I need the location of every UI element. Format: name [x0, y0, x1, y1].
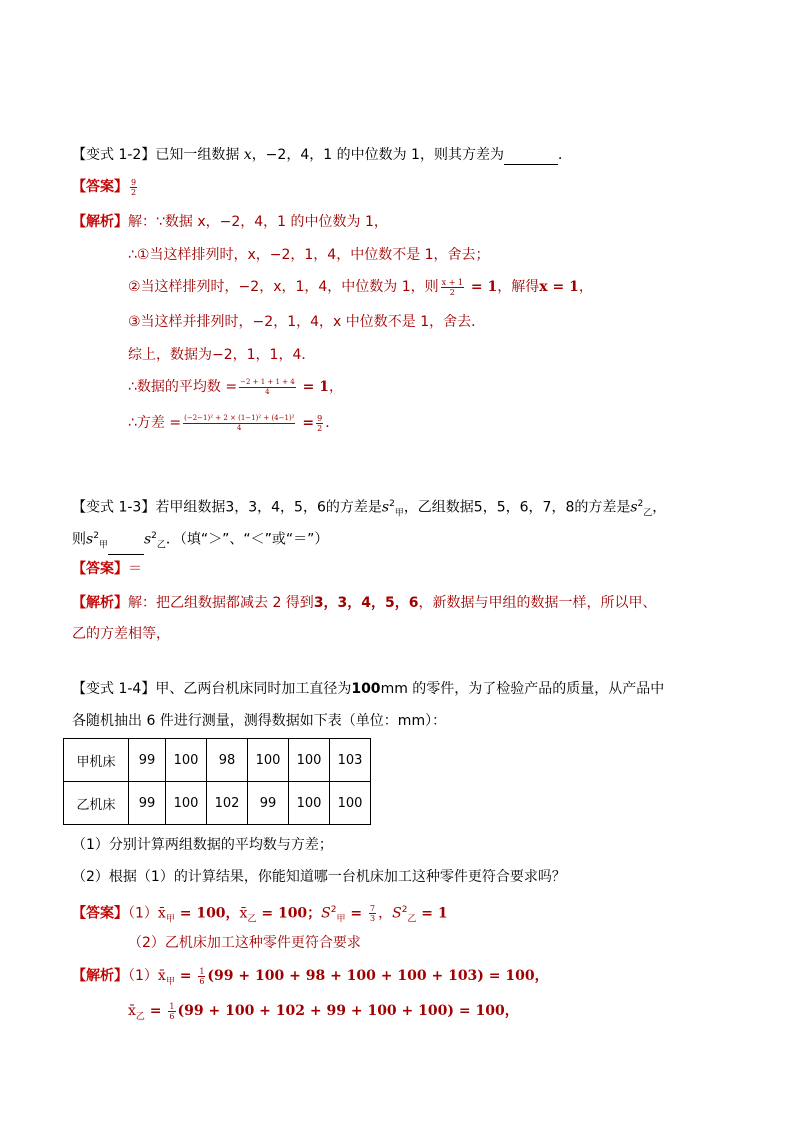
q14-part-1: （1）分别计算两组数据的平均数与方差；: [72, 837, 333, 853]
q13-tag: 【变式 1-3】: [72, 499, 156, 516]
answer-label: 【答案】: [72, 905, 128, 922]
q12-answer: [72, 177, 139, 197]
q14-question-line-2: 各随机抽出 6 件进行测量，测得数据如下表（单位：mm）：: [72, 713, 447, 729]
q14-answer-line-1: 【答案】$(1)x̄_甲 = 100$，$x̄_乙 = 100$；$S^2_甲$ = $\frac{7}{3}$ ，$S^2_乙 = 1$: [72, 904, 448, 925]
table-row: 乙机床 99 100 102 99 100 100: [64, 782, 371, 825]
q12-analysis-line-4: ③当这样并排列时，−2，1，4，x 中位数不是 1，舍去．: [128, 314, 486, 330]
q13-analysis-line-2: 乙的方差相等，: [72, 626, 170, 642]
answer-label: 【答案】: [72, 561, 128, 577]
q12-analysis-line-5: 综上，数据为−2，1，1，4．: [128, 347, 316, 363]
q12-analysis-line-6: ∴数据的平均数 = $\frac{-2 + 1 + 1 + 4}{4}$ = 1，: [128, 377, 343, 396]
q14-answer-line-2: （2）乙机床加工这种零件更符合要求: [128, 935, 361, 951]
q14-analysis-line-2: $x̄_乙$ = $\frac{1}{6}$ (99 + 100 + 102 + 99 + 100 + 100) = 100，: [128, 1001, 519, 1022]
analysis-label: 【解析】: [72, 214, 128, 230]
q14-analysis-line-1: 【解析】$(1)x̄_甲$ = $\frac{1}{6}$ (99 + 100 + 98 + 100 + 100 + 103) = 100，: [72, 966, 549, 987]
fraction: $\frac{1}{6}$: [169, 1001, 175, 1021]
q13-analysis-line-1: 【解析】解：把乙组数据都减去 2 得到3，3，4，5，6，新数据与甲组的数据一样，所以甲、: [72, 595, 657, 611]
q12-question: 【变式 1-2】已知一组数据 x，−2，4，1 的中位数为 1，则其方差为 ．: [72, 147, 572, 163]
q14-part-2: （2）根据（1）的计算结果，你能知道哪一台机床加工这种零件更符合要求吗？: [72, 869, 566, 885]
answer-blank: [504, 150, 558, 165]
q13-question-line-1: 【变式 1-3】若甲组数据3，3，4，5，6的方差是$s^2_甲$，乙组数据5，5，6，7，8的方差是$s^2_乙$，: [72, 499, 667, 519]
table-row: 甲机床 99 100 98 100 100 103: [64, 739, 371, 782]
fraction: $\frac{-2 + 1 + 1 + 4}{4}$: [240, 377, 295, 396]
answer-label: 【答案】: [72, 179, 128, 195]
fraction: $\frac{x + 1}{2}$: [441, 277, 464, 297]
q12-tag: 【变式 1-2】: [72, 147, 156, 163]
answer-blank: [108, 540, 144, 555]
q13-answer: 【答案】＝: [72, 561, 142, 577]
q12-analysis-line-2: ∴①当这样排列时，x，−2，1，4，中位数不是 1，舍去；: [128, 247, 490, 263]
fraction: $\frac{\text{(−2−1)² + 2 × (1−1)² + (4−1)²}}{4}$: [184, 413, 295, 432]
q13-question-line-2: 则$s^2_甲$ $s^2_乙$．（填“＞”、“＜”或“＝”）: [72, 526, 328, 555]
answer-fraction: $\frac{9}{2}$: [131, 177, 137, 197]
fraction: $\frac{7}{3}$: [370, 904, 376, 924]
measurement-table: [63, 738, 371, 825]
q12-analysis-line-3: ②当这样排列时，−2，x，1，4，中位数为 1，则 $\frac{x + 1}{2}$ = 1，解得x = 1，: [128, 277, 593, 297]
q14-tag: 【变式 1-4】: [72, 681, 156, 697]
q14-question-line-1: 【变式 1-4】甲、乙两台机床同时加工直径为100mm 的零件，为了检验产品的质量，从产品中: [72, 681, 665, 697]
analysis-label: 【解析】: [72, 968, 128, 984]
fraction: $\frac{9}{2}$: [317, 413, 323, 433]
analysis-label: 【解析】: [72, 595, 128, 611]
q12-analysis-line-7: ∴方差 = $\frac{\text{(−2−1)² + 2 × (1−1)² + (4−1)²}}{4}$ = $\frac{9}{2}$ ．: [128, 413, 340, 433]
fraction: $\frac{1}{6}$: [199, 966, 205, 986]
q12-analysis-line-1: 【解析】解：∵数据 x，−2，4，1 的中位数为 1，: [72, 214, 388, 230]
